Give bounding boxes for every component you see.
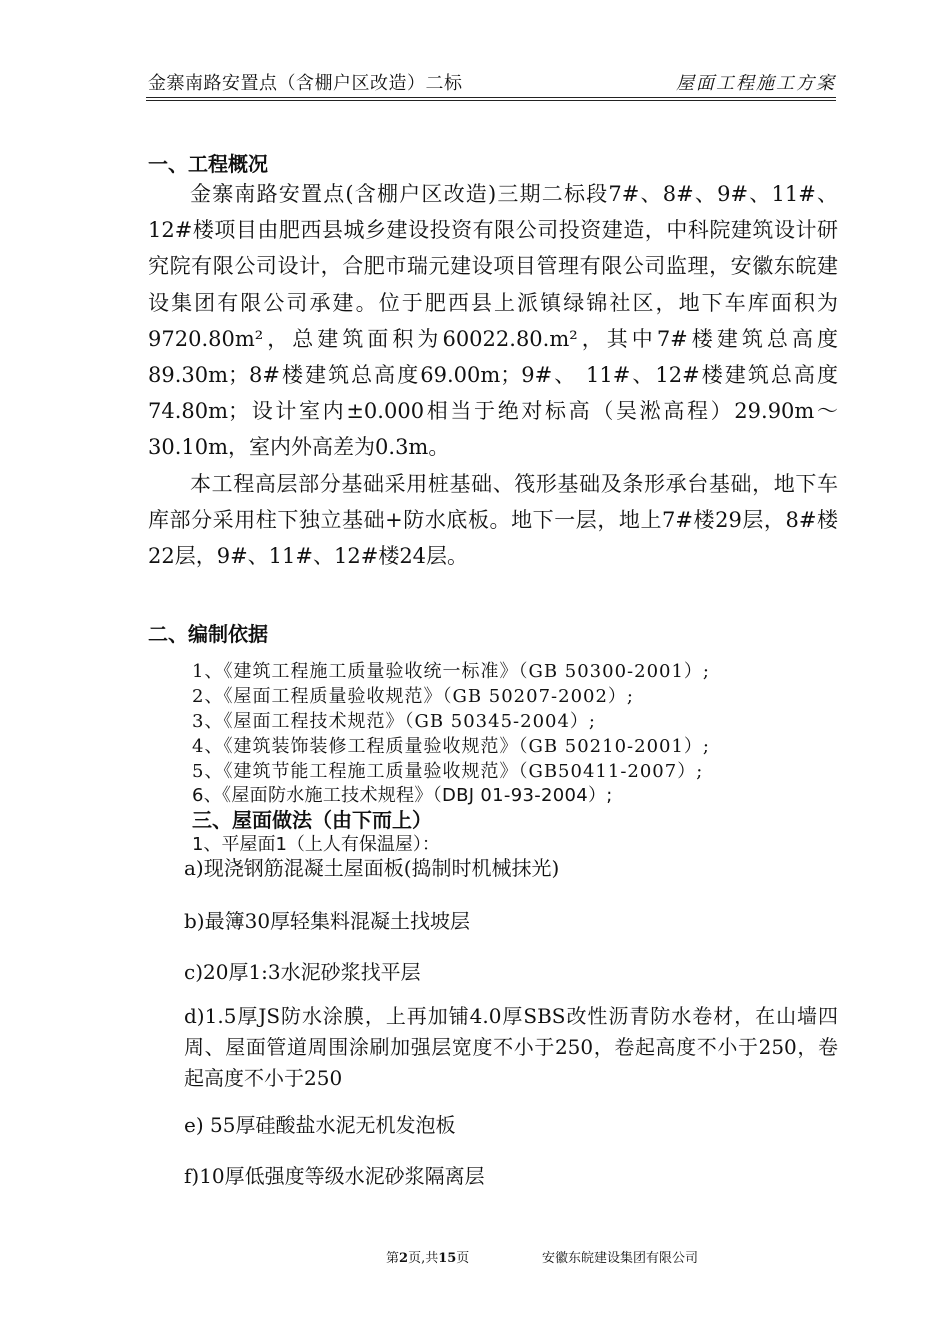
reference-item: 4、《建筑装饰装修工程质量验收规范》（GB 50210-2001）; (192, 736, 710, 757)
reference-item: 1、《建筑工程施工质量验收统一标准》（GB 50300-2001）; (192, 661, 710, 682)
footer-page-info: 第2页,共15页 (386, 1251, 470, 1266)
header-divider-thin (146, 100, 836, 101)
footer-company: 安徽东皖建设集团有限公司 (542, 1251, 699, 1266)
reference-item: 6、《屋面防水施工技术规程》（DBJ 01-93-2004）; (192, 785, 613, 806)
roof-layer-step: a)现浇钢筋混凝土屋面板(捣制时机械抹光) (184, 856, 560, 880)
section-title-roof-method: 三、屋面做法（由下而上） (192, 808, 432, 832)
footer-page-total: 15 (438, 1251, 457, 1266)
roof-layer-step: b)最簿30厚轻集料混凝土找坡层 (184, 909, 471, 933)
overview-paragraph-2: 本工程高层部分基础采用桩基础、筏形基础及条形承台基础，地下车库部分采用柱下独立基础+防水底板。地下一层，地上7#楼29层，8#楼22层，9#、11#、12#楼24层。 (148, 471, 838, 569)
header-divider (146, 97, 836, 98)
section-title-overview: 一、工程概况 (148, 152, 268, 176)
roof-type-subtitle: 1、平屋面1（上人有保温屋）： (192, 834, 440, 855)
reference-item: 2、《屋面工程质量验收规范》（GB 50207-2002）; (192, 686, 634, 707)
footer-page-number: 2 (399, 1251, 409, 1266)
roof-layer-step: c)20厚1:3水泥砂浆找平层 (184, 960, 421, 984)
header-project-name: 金寨南路安置点（含棚户区改造）二标 (148, 73, 463, 94)
reference-item: 5、《建筑节能工程施工质量验收规范》（GB50411-2007）; (192, 761, 704, 782)
overview-body (148, 176, 838, 574)
roof-layer-step: d)1.5厚JS防水涂膜，上再加铺4.0厚SBS改性沥青防水卷材，在山墙四周、屋面管道周围涂刷加强层宽度不小于250，卷起高度不小于250，卷起高度不小于250 (184, 1004, 838, 1090)
header-doc-title: 屋面工程施工方案 (676, 73, 836, 94)
overview-paragraph-1: 金寨南路安置点(含棚户区改造)三期二标段7#、8#、9#、11#、12#楼项目由肥西县城乡建设投资有限公司投资建造，中科院建筑设计研究院有限公司设计，合肥市瑞元建设项目管理有限公司监理，安徽东皖建设集团有限公司承建。位于肥西县上派镇绿锦社区，地下车库面积为9720.80m²，总建筑面积为60022.80.m²，其中7#楼建筑总高度89.30m；8#楼建筑总高度69.00m；9#、 11#、12#楼建筑总高度74.80m；设计室内±0.000相当于绝对标高（吴淞高程）29.90m～30.10m，室内外高差为0.3m。 (148, 182, 838, 460)
section-title-basis: 二、编制依据 (148, 622, 268, 646)
roof-layer-step: f)10厚低强度等级水泥砂浆隔离层 (184, 1164, 485, 1188)
roof-layer-step: e) 55厚硅酸盐水泥无机发泡板 (184, 1113, 456, 1137)
reference-item: 3、《屋面工程技术规范》（GB 50345-2004）; (192, 711, 596, 732)
